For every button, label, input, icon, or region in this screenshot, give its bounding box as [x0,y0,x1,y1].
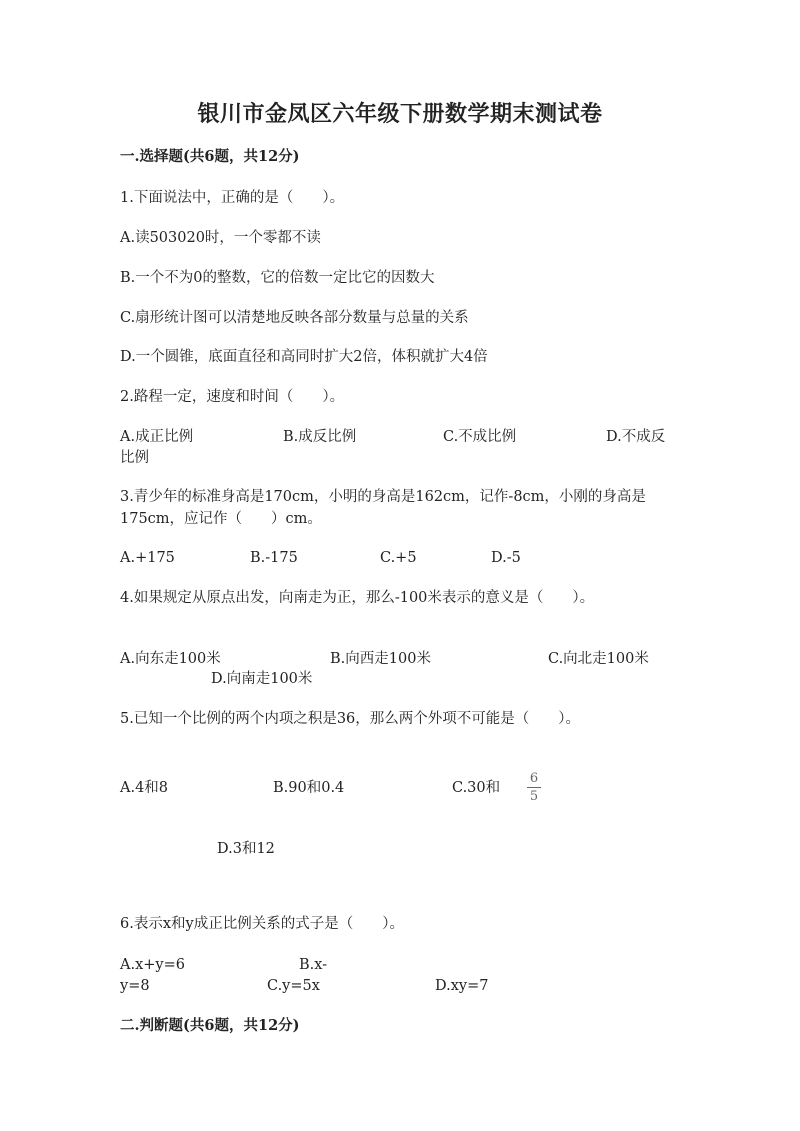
question-1-option-b: B.一个不为0的整数，它的倍数一定比它的因数大 [120,270,435,286]
question-1-option-c: C.扇形统计图可以清楚地反映各部分数量与总量的关系 [120,310,469,326]
question-5-option-c: C.30和 [452,780,501,796]
question-3-stem-line2: 175cm，应记作（ ）cm。 [120,511,322,527]
question-6-stem: 6.表示x和y成正比例关系的式子是（ ）。 [120,916,404,932]
fraction-denominator: 5 [529,789,539,804]
question-6-option-b: B.x- [299,957,328,973]
question-2-option-d: D.不成反 [606,429,666,445]
question-5-option-d: D.3和12 [217,841,275,857]
question-4-option-a: A.向东走100米 [120,651,221,667]
question-4-option-d: D.向南走100米 [211,671,313,687]
question-3-option-d: D.-5 [491,550,521,566]
question-5-option-b: B.90和0.4 [273,780,345,796]
section-heading-judgment: 二.判断题(共6题，共12分) [120,1017,300,1034]
question-1-stem: 1.下面说法中，正确的是（ ）。 [120,190,345,206]
question-5-option-a: A.4和8 [120,780,169,796]
question-4-option-c: C.向北走100米 [548,651,649,667]
question-5-option-c-fraction [527,771,541,804]
question-6-option-c: C.y=5x [267,978,320,994]
question-2-option-d-wrap: 比例 [120,450,149,466]
question-3-option-c: C.+5 [380,550,417,566]
question-3-stem-line1: 3.青少年的标准身高是170cm，小明的身高是162cm，记作-8cm，小刚的身高是 [120,489,646,505]
question-2-stem: 2.路程一定，速度和时间（ ）。 [120,389,345,405]
question-6-option-a: A.x+y=6 [120,957,185,973]
question-4-stem: 4.如果规定从原点出发，向南走为正，那么-100米表示的意义是（ ）。 [120,590,595,606]
question-3-option-b: B.-175 [250,550,298,566]
question-6-option-d: D.xy=7 [435,978,489,994]
question-2-option-b: B.成反比例 [283,429,357,445]
question-2-option-a: A.成正比例 [120,429,194,445]
fraction-numerator: 6 [529,771,539,786]
question-6-option-b-wrap: y=8 [120,978,150,994]
question-1-option-d: D.一个圆锥，底面直径和高同时扩大2倍，体积就扩大4倍 [120,349,488,365]
question-2-option-c: C.不成比例 [443,429,517,445]
page-title: 银川市金凤区六年级下册数学期末测试卷 [197,101,603,127]
fraction-bar [527,787,541,788]
section-heading-choice: 一.选择题(共6题，共12分) [120,148,300,165]
question-1-option-a: A.读503020时，一个零都不读 [120,230,321,246]
question-5-stem: 5.已知一个比例的两个内项之积是36，那么两个外项不可能是（ ）。 [120,711,581,727]
question-3-option-a: A.+175 [120,550,175,566]
question-4-option-b: B.向西走100米 [330,651,431,667]
